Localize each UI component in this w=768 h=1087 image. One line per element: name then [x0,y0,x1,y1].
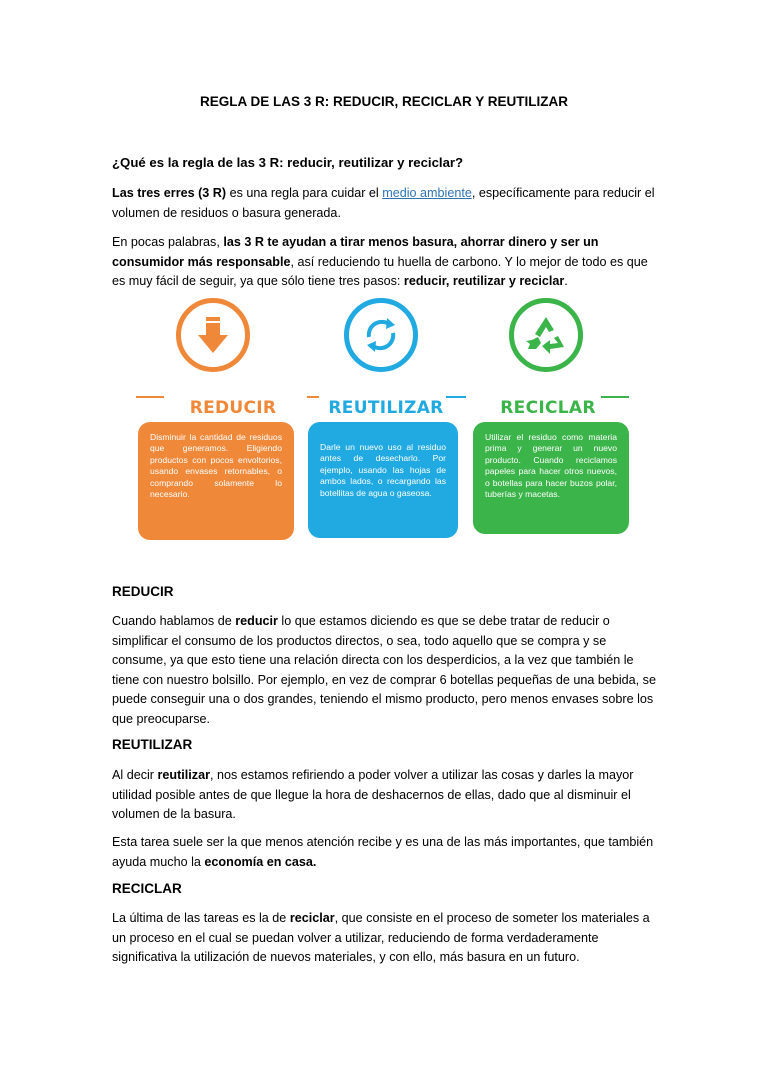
reciclar-heading: RECICLAR [112,881,182,896]
reducir-heading: REDUCIR [112,584,174,599]
reciclar-circle [509,298,583,372]
paragraph-text: Al decir [112,768,158,782]
reducir-label: REDUCIR [189,398,277,418]
reducir-paragraph [112,612,657,730]
bold-text: reducir [235,614,278,628]
reutilizar-card [308,422,458,538]
recycle-symbol-icon [514,303,578,367]
recycle-arrows-icon [349,303,413,367]
reciclar-card [473,422,629,534]
paragraph-text: , que consiste en el proceso de someter los materiales a un proceso en el cual se puedan volver a utilizar, reduciendo de forma verdaderamente significativa la utilización de nuevos materiales, y con ello, más basura en un futuro. [112,911,650,965]
divider [307,396,319,398]
paragraph-text: La última de las tareas es la de [112,911,290,925]
divider [136,396,164,398]
card-text: Darle un nuevo uso al residuo antes de desecharlo. Por ejemplo, usando las hojas de ambos lados, o recargando las botellitas de agua o gaseosa. [320,442,446,498]
paragraph-text: . [564,274,568,289]
paragraph-text: Cuando hablamos de [112,614,236,628]
bold-text: las 3 R te ayudan a tirar menos basura, ahorrar dinero y ser un consumidor más responsable [112,235,599,269]
reutilizar-label: REUTILIZAR [328,398,444,418]
paragraph-text: es una regla para cuidar el [226,186,383,200]
paragraph-text: En pocas palabras, [112,235,224,249]
card-text: Disminuir la cantidad de residuos que generamos. Eligiendo productos con pocos envoltorios, usando envases retornables, o comprando solamente lo necesario. [150,432,282,500]
paragraph-text: , específicamente para reducir el volumen de residuos o basura generada. [112,186,655,220]
page-title: REGLA DE LAS 3 R: REDUCIR, RECICLAR Y REUTILIZAR [199,94,569,109]
question-heading: ¿Qué es la regla de las 3 R: reducir, reutilizar y reciclar? [112,155,464,170]
medio-ambiente-link[interactable]: medio ambiente [382,186,472,200]
arrow-down-icon [181,303,245,367]
reutilizar-paragraph-2 [112,833,657,872]
three-r-infographic [136,298,631,540]
paragraph-text: , nos estamos refiriendo a poder volver a utilizar las cosas y darles la mayor utilidad posible antes de que llegue la hora de deshacernos de ellas, dado que al disminuir el volumen de la basura. [112,768,634,822]
bold-text: economía en casa. [204,854,317,869]
bold-text: reducir, reutilizar y reciclar [403,274,565,289]
paragraph-text: lo que estamos diciendo es que se debe tratar de reducir o simplificar el consumo de los productos directos, o sea, todo aquello que se compra y se consume, ya que esto tiene una relación directa con los desperdicios, a la vez que también le tiene con nuestro bolsillo. Por ejemplo, en vez de comprar 6 botellas pequeñas de una bebida, se puede conseguir una o dos grandes, teniendo el mismo producto, pero menos envases sobre los que preocuparse. [112,614,656,726]
divider [446,396,466,398]
bold-text: reciclar [289,911,335,925]
card-text: Utilizar el residuo como materia prima y generar un nuevo producto. Cuando reciclamos papeles para hacer otros nuevos, o botellas para hacer buzos polar, tuberías y macetas. [485,432,617,500]
reducir-card [138,422,294,540]
bold-text: Las tres erres (3 R) [112,186,227,200]
intro-paragraph [112,184,657,223]
reutilizar-paragraph [112,766,657,825]
reducir-circle [176,298,250,372]
summary-paragraph [112,233,657,292]
reciclar-paragraph [112,909,657,968]
reutilizar-heading: REUTILIZAR [112,737,193,752]
bold-text: reutilizar [157,768,210,782]
reciclar-label: RECICLAR [500,398,596,418]
paragraph-text: , así reduciendo tu huella de carbono. Y lo mejor de todo es que es muy fácil de seguir, ya que sólo tiene tres pasos: [112,254,648,289]
paragraph-text: Esta tarea suele ser la que menos atención recibe y es una de las más importantes, que también ayuda mucho la [112,835,654,869]
reutilizar-circle [344,298,418,372]
